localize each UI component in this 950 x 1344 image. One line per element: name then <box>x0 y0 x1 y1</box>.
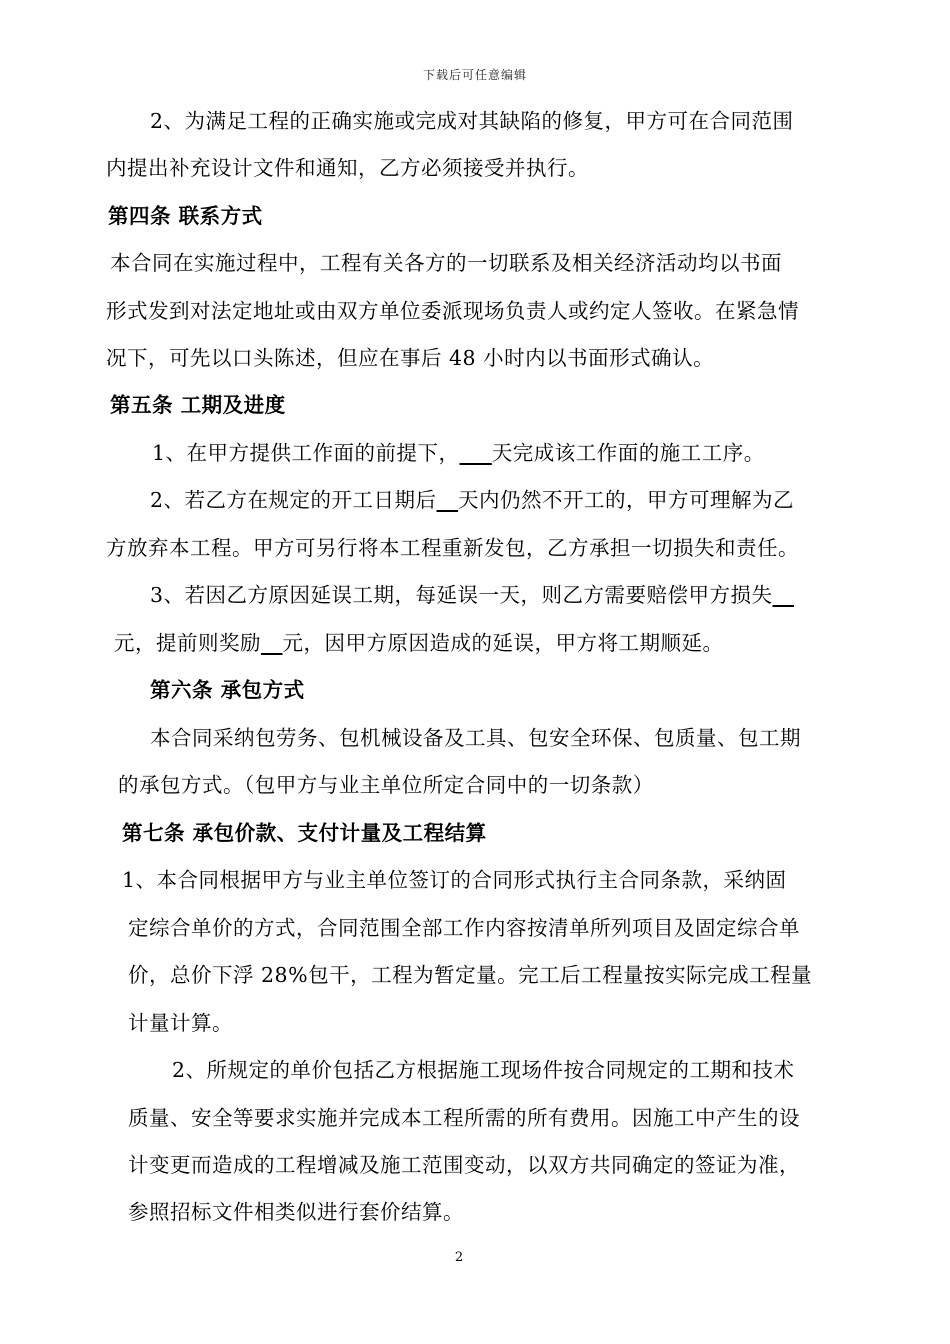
list-item <box>150 488 794 512</box>
page-number: 2 <box>454 1250 464 1265</box>
body-line: 本合同在实施过程中，工程有关各方的一切联系及相关经济活动均以书面 <box>110 251 782 275</box>
text-run: 1、在甲方提供工作面的前提下， <box>152 441 460 465</box>
page-header: 下载后可任意编辑 <box>422 68 527 82</box>
body-line: 价，总价下浮 28%包干，工程为暂定量。完工后工程量按实际完成工程量 <box>128 963 813 987</box>
body-line: 形式发到对法定地址或由双方单位委派现场负责人或约定人签收。在紧急情 <box>106 299 799 323</box>
body-line: 况下，可先以口头陈述，但应在事后 48 小时内以书面形式确认。 <box>106 346 715 370</box>
body-line: 的承包方式。（包甲方与业主单位所定合同中的一切条款） <box>118 773 654 797</box>
blank-field: ___ <box>459 441 492 465</box>
text-run: 3、若因乙方原因延误工期，每延误一天，则乙方需要赔偿甲方损失 <box>150 583 773 607</box>
list-item: 2、所规定的单价包括乙方根据施工现场件按合同规定的工期和技术 <box>172 1058 795 1082</box>
list-item: 1、本合同根据甲方与业主单位签订的合同形式执行主合同条款，采纳固 <box>122 868 787 892</box>
blank-field: __ <box>436 488 459 512</box>
body-line: 计变更而造成的工程增减及施工范围变动，以双方共同确定的签证为准， <box>128 1153 800 1177</box>
body-line: 定综合单价的方式，合同范围全部工作内容按清单所列项目及固定综合单 <box>128 916 800 940</box>
text-run: 元，因甲方原因造成的延误，甲方将工期顺延。 <box>282 631 724 655</box>
body-line: 参照招标文件相类似进行套价结算。 <box>128 1200 464 1224</box>
body-line: 方放弃本工程。甲方可另行将本工程重新发包，乙方承担一切损失和责任。 <box>106 536 799 560</box>
section-heading: 第五条 工期及进度 <box>110 393 286 417</box>
text-run: 天内仍然不开工的，甲方可理解为乙 <box>458 488 795 512</box>
list-item <box>150 583 794 607</box>
text-run: 2、若乙方在规定的开工日期后 <box>150 488 437 512</box>
body-line <box>114 631 724 655</box>
section-heading: 第六条 承包方式 <box>150 678 305 702</box>
text-run: 天完成该工作面的施工工序。 <box>491 441 765 465</box>
list-item <box>152 441 765 465</box>
section-heading: 第四条 联系方式 <box>108 204 263 228</box>
section-heading: 第七条 承包价款、支付计量及工程结算 <box>122 821 487 845</box>
body-line: 内提出补充设计文件和通知，乙方必须接受并执行。 <box>106 156 589 180</box>
body-line: 本合同采纳包劳务、包机械设备及工具、包安全环保、包质量、包工期 <box>150 726 801 750</box>
body-line: 计量计算。 <box>128 1011 233 1035</box>
body-line: 质量、安全等要求实施并完成本工程所需的所有费用。因施工中产生的设 <box>128 1106 800 1130</box>
body-line: 2、为满足工程的正确实施或完成对其缺陷的修复，甲方可在合同范围 <box>150 109 794 133</box>
text-run: 元，提前则奖励 <box>114 631 261 655</box>
blank-field: __ <box>261 631 283 655</box>
blank-field: __ <box>772 583 795 607</box>
